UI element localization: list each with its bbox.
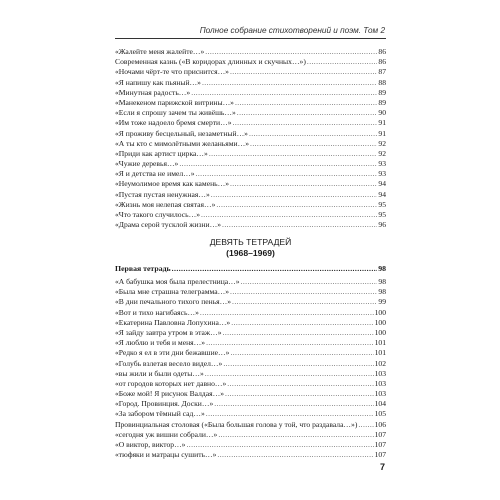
dot-leader bbox=[230, 348, 373, 358]
dot-leader bbox=[250, 139, 377, 149]
toc-entry bbox=[115, 67, 386, 77]
toc-entry-title: «Пустая пустая ненужная…» bbox=[115, 189, 210, 199]
toc-entry bbox=[115, 420, 386, 430]
toc-entry-page: 94 bbox=[378, 189, 386, 199]
toc-entry bbox=[115, 118, 386, 128]
toc-entry bbox=[115, 338, 386, 348]
toc-entry-title: «В дни печального тихого пенья…» bbox=[115, 297, 232, 307]
dot-leader bbox=[249, 129, 377, 139]
dot-leader bbox=[200, 308, 374, 318]
toc-entry-title: «Вот и тихо нагибаясь…» bbox=[115, 307, 199, 317]
toc-entry-page: 105 bbox=[374, 409, 386, 419]
toc-entry-page: 94 bbox=[378, 179, 386, 189]
toc-entry-title: «Манекеном парижской витрины…» bbox=[115, 97, 234, 107]
dot-leader bbox=[223, 328, 374, 338]
toc-entry-page: 103 bbox=[374, 368, 386, 378]
toc-entry-title: «Что такого случилось…» bbox=[115, 210, 200, 219]
toc-entry-page: 100 bbox=[374, 327, 386, 337]
dot-leader bbox=[217, 450, 373, 460]
dot-leader bbox=[227, 379, 373, 389]
page-number: 7 bbox=[379, 462, 385, 472]
toc-entry-title: «Я напишу как пьяный…» bbox=[115, 77, 201, 87]
toc-entry bbox=[115, 430, 386, 440]
dot-leader bbox=[206, 409, 374, 419]
toc-entry-title: «тюфяки и матрацы сушить…» bbox=[115, 450, 217, 460]
dot-leader bbox=[230, 287, 377, 297]
toc-entry-page: 99 bbox=[378, 297, 386, 307]
toc-entry-title: «Я проживу бесцельный, незаметный…» bbox=[115, 128, 248, 138]
toc-entry bbox=[115, 129, 386, 139]
toc-entry-page: 88 bbox=[378, 77, 386, 87]
toc-entry-page: 89 bbox=[378, 97, 386, 107]
toc-entry-title: «Если я спрошу зачем ты живёшь…» bbox=[115, 108, 236, 118]
toc-entry bbox=[115, 318, 386, 328]
toc-entry bbox=[115, 139, 386, 149]
part-page: 98 bbox=[378, 264, 386, 273]
toc-entry-title: Провинциальная столовая («Была большая голова у той, что раздавала…») bbox=[115, 419, 358, 429]
toc-entry-page: 103 bbox=[374, 378, 386, 388]
toc-entry bbox=[115, 379, 386, 389]
toc-entry-page: 86 bbox=[378, 57, 386, 67]
toc-entry bbox=[115, 409, 386, 419]
toc-entry-title: «Жалейте меня жалейте…» bbox=[115, 47, 205, 56]
toc-entry-page: 101 bbox=[374, 338, 386, 348]
toc-entry-title: «А бабушка моя была прелестница…» bbox=[115, 277, 240, 286]
toc-entry-title: «Я и детства не имел…» bbox=[115, 169, 195, 179]
toc-entry bbox=[115, 88, 386, 98]
toc-entry bbox=[115, 200, 386, 210]
toc-entry-page: 92 bbox=[378, 138, 386, 148]
section-title: ДЕВЯТЬ ТЕТРАДЕЙ bbox=[209, 237, 292, 247]
toc-entry-title: «Город. Провинция. Доски…» bbox=[115, 399, 214, 409]
dot-leader bbox=[218, 430, 373, 440]
toc-entry-page: 93 bbox=[378, 159, 386, 169]
toc-entry bbox=[115, 98, 386, 108]
toc-entry-page: 98 bbox=[378, 277, 386, 286]
toc-entry bbox=[115, 78, 386, 88]
toc-entry-page: 104 bbox=[374, 399, 386, 409]
toc-entry-page: 98 bbox=[378, 287, 386, 297]
toc-list-bottom bbox=[115, 277, 386, 460]
toc-entry bbox=[115, 348, 386, 358]
dot-leader bbox=[241, 277, 378, 287]
dot-leader bbox=[191, 88, 377, 98]
section-years: (1968–1969) bbox=[226, 248, 275, 258]
toc-entry-page: 100 bbox=[374, 317, 386, 327]
toc-entry-title: «Я зайду завтра утром в этаж…» bbox=[115, 327, 222, 337]
toc-entry bbox=[115, 169, 386, 179]
toc-entry-title: «Драма серой тусклой жизни…» bbox=[115, 220, 222, 230]
toc-entry-page: 91 bbox=[378, 118, 386, 128]
running-header: Полное собрание стихотворений и поэм. Том 2 bbox=[199, 26, 385, 35]
dot-leader bbox=[205, 369, 374, 379]
toc-entry-page: 96 bbox=[378, 220, 386, 230]
toc-entry bbox=[115, 399, 386, 409]
toc-entry-title: «А ты кто с мимолётными желаньями…» bbox=[115, 138, 250, 148]
toc-entry-title: «от городов которых нет давно…» bbox=[115, 378, 227, 388]
toc-entry bbox=[115, 210, 386, 220]
toc-entry-page: 103 bbox=[374, 389, 386, 399]
toc-entry-title: «Боже мой! Я рисунок Валдая…» bbox=[115, 389, 225, 399]
toc-entry-page: 101 bbox=[374, 348, 386, 358]
toc-entry-title: «За забором тёмный сад…» bbox=[115, 409, 205, 419]
dot-leader bbox=[186, 440, 373, 450]
toc-entry-page: 93 bbox=[378, 169, 386, 179]
toc-entry-page: 89 bbox=[378, 87, 386, 97]
toc-entry bbox=[115, 359, 386, 369]
toc-entry-title: «сегодня уж вишни собрали…» bbox=[115, 429, 218, 439]
dot-leader bbox=[358, 420, 373, 430]
dot-leader bbox=[172, 264, 378, 274]
dot-leader bbox=[202, 78, 377, 88]
toc-entry bbox=[115, 47, 386, 57]
toc-entry bbox=[115, 450, 386, 460]
dot-leader bbox=[223, 359, 373, 369]
toc-entry-title: «О виктор, виктор…» bbox=[115, 440, 186, 449]
toc-entry bbox=[115, 308, 386, 318]
toc-entry-title: «Екатерина Павловна Лопухина…» bbox=[115, 317, 231, 327]
dot-leader bbox=[201, 210, 377, 220]
toc-entry-title: «Им тоже надоело бремя смерти…» bbox=[115, 118, 232, 128]
toc-entry bbox=[115, 108, 386, 118]
dot-leader bbox=[233, 118, 378, 128]
toc-entry-page: 86 bbox=[378, 47, 386, 56]
toc-entry-page: 92 bbox=[378, 148, 386, 158]
toc-entry-title: «Минутная радость…» bbox=[115, 87, 191, 97]
toc-entry bbox=[115, 297, 386, 307]
dot-leader bbox=[206, 338, 374, 348]
toc-list-top bbox=[115, 47, 386, 230]
dot-leader bbox=[307, 57, 378, 67]
dot-leader bbox=[211, 190, 378, 200]
dot-leader bbox=[205, 47, 377, 57]
toc-entry-title: «Чужие деревья…» bbox=[115, 159, 179, 169]
dot-leader bbox=[196, 169, 378, 179]
toc-entry-page: 95 bbox=[378, 210, 386, 219]
dot-leader bbox=[230, 67, 377, 77]
toc-entry bbox=[115, 149, 386, 159]
dot-leader bbox=[209, 149, 378, 159]
dot-leader bbox=[231, 318, 373, 328]
toc-entry-page: 91 bbox=[378, 128, 386, 138]
toc-entry bbox=[115, 179, 386, 189]
toc-entry bbox=[115, 220, 386, 230]
dot-leader bbox=[179, 159, 377, 169]
toc-entry bbox=[115, 389, 386, 399]
toc-entry bbox=[115, 440, 386, 450]
toc-entry bbox=[115, 369, 386, 379]
toc-entry-page: 87 bbox=[378, 67, 386, 77]
toc-entry-title: «Редко я ел в эти дни бежавшие…» bbox=[115, 348, 230, 358]
toc-entry bbox=[115, 57, 386, 67]
dot-leader bbox=[225, 389, 374, 399]
toc-entry-page: 106 bbox=[374, 419, 386, 429]
part-title: Первая тетрадь bbox=[115, 264, 171, 273]
toc-entry-page: 107 bbox=[374, 429, 386, 439]
toc-part-entry bbox=[115, 264, 386, 274]
dot-leader bbox=[232, 297, 377, 307]
toc-entry-page: 102 bbox=[374, 358, 386, 368]
toc-entry bbox=[115, 159, 386, 169]
dot-leader bbox=[216, 200, 377, 210]
toc-entry-title: «Я люблю и тебя и меня…» bbox=[115, 338, 206, 348]
toc-entry-page: 100 bbox=[374, 307, 386, 317]
toc-entry bbox=[115, 277, 386, 287]
toc-entry-title: «Приди как артист цирка…» bbox=[115, 148, 208, 158]
toc-entry-title: «Ночами чёрт-те что приснится…» bbox=[115, 67, 229, 77]
header-rule bbox=[115, 38, 386, 39]
toc-entry-title: «Была мне страшна телеграмма…» bbox=[115, 287, 230, 297]
dot-leader bbox=[235, 98, 377, 108]
toc-entry-page: 107 bbox=[374, 450, 386, 460]
dot-leader bbox=[230, 179, 377, 189]
toc-entry-page: 95 bbox=[378, 199, 386, 209]
section-heading bbox=[115, 237, 386, 259]
dot-leader bbox=[222, 220, 377, 230]
toc-entry-title: «Голубь взлетая весело видел…» bbox=[115, 358, 223, 368]
toc-entry-page: 107 bbox=[374, 440, 386, 449]
toc-entry-title: «Неумолимое время как камень…» bbox=[115, 179, 229, 189]
dot-leader bbox=[237, 108, 378, 118]
toc-entry-title: «Жизнь моя нелепая святая…» bbox=[115, 199, 216, 209]
toc-entry bbox=[115, 190, 386, 200]
toc-entry-page: 90 bbox=[378, 108, 386, 118]
toc-entry bbox=[115, 328, 386, 338]
toc-entry bbox=[115, 287, 386, 297]
toc-entry-title: Современная казнь («В коридорах длинных и скучных…») bbox=[115, 57, 306, 67]
dot-leader bbox=[214, 399, 373, 409]
toc-entry-title: «вы жили и были одеты…» bbox=[115, 368, 204, 378]
